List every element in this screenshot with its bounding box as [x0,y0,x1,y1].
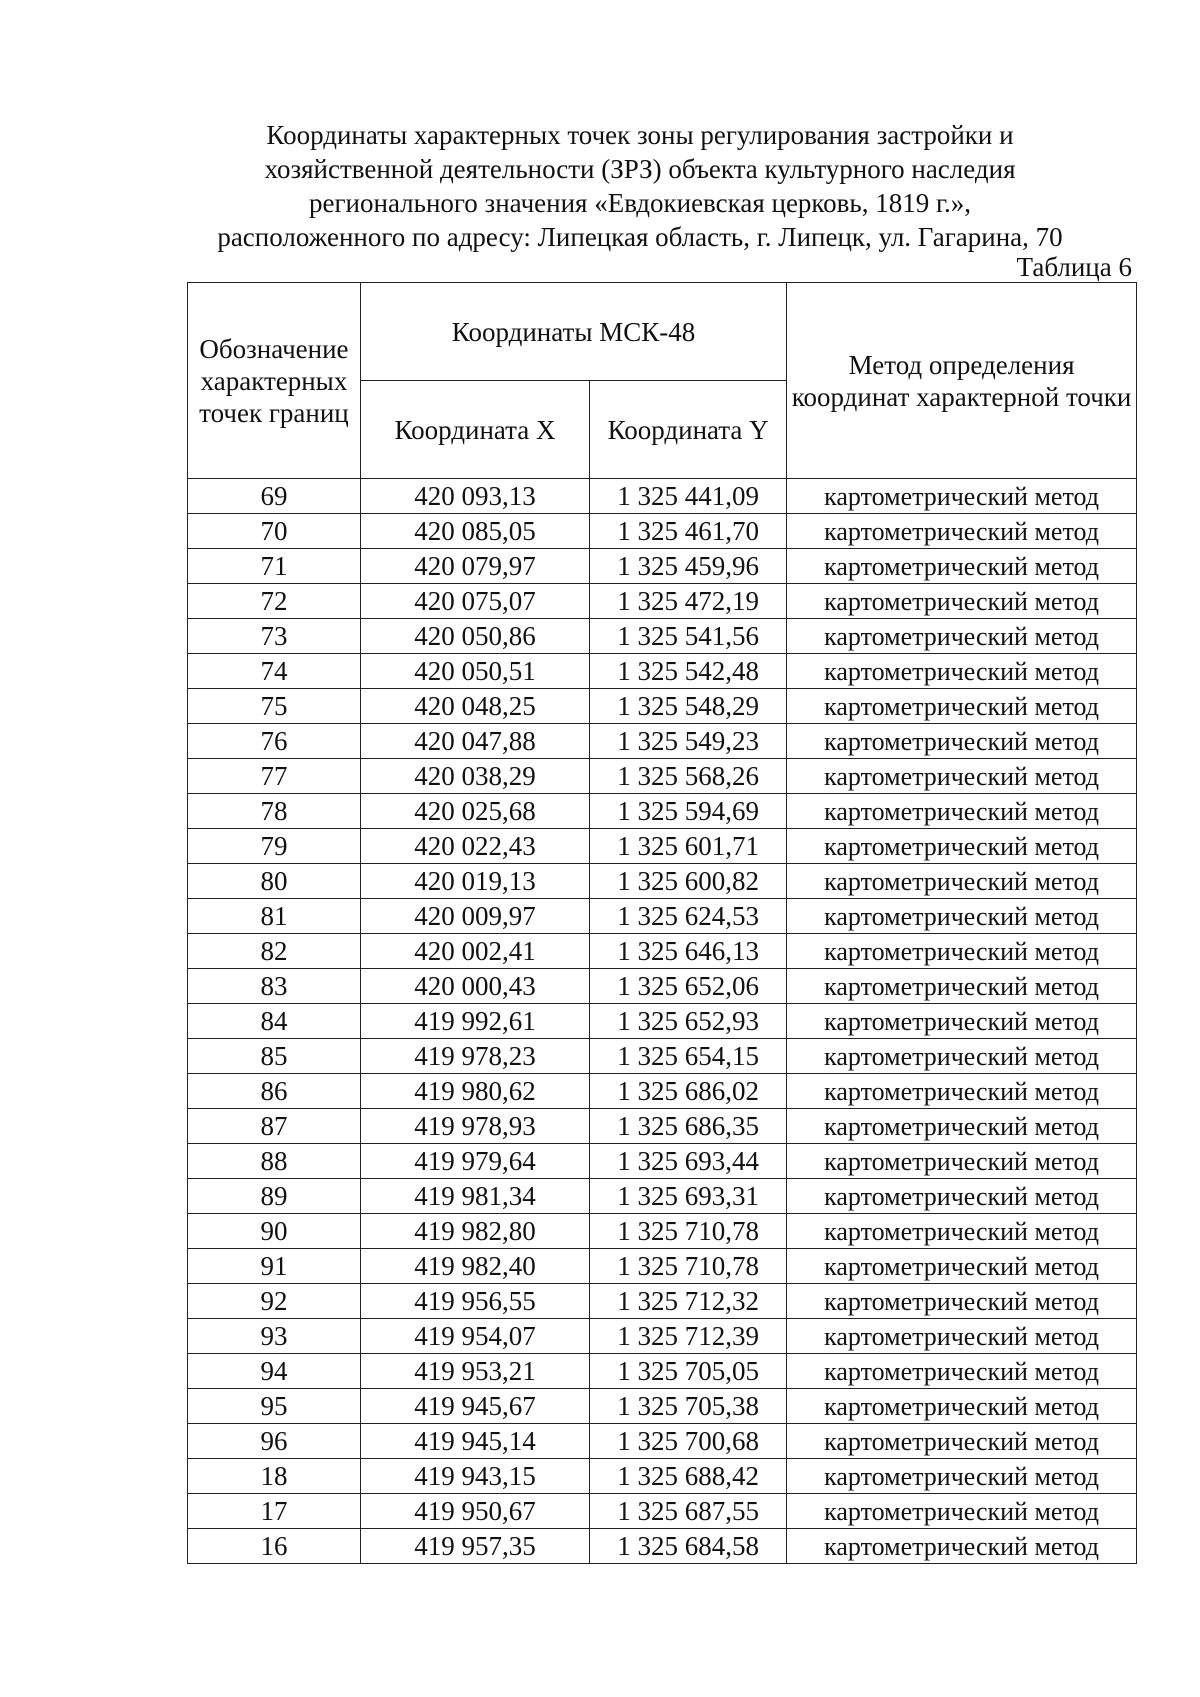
cell-coordinate-x: 420 002,41 [360,934,589,969]
cell-coordinate-y: 1 325 541,56 [590,619,787,654]
cell-coordinate-y: 1 325 700,68 [590,1424,787,1459]
cell-coordinate-x: 420 038,29 [360,759,589,794]
cell-coordinate-y: 1 325 472,19 [590,584,787,619]
cell-coordinate-y: 1 325 693,31 [590,1179,787,1214]
cell-coordinate-x: 419 943,15 [360,1459,589,1494]
table-row [188,1144,1137,1179]
table-row [188,1529,1137,1564]
cell-method: картометрический метод [787,1459,1137,1494]
cell-point-number: 91 [188,1249,361,1284]
cell-method: картометрический метод [787,864,1137,899]
cell-point-number: 81 [188,899,361,934]
cell-coordinate-y: 1 325 594,69 [590,794,787,829]
header-coordinate-y: Координата Y [590,381,787,479]
table-row [188,1284,1137,1319]
cell-method: картометрический метод [787,759,1137,794]
cell-method: картометрический метод [787,969,1137,1004]
cell-point-number: 76 [188,724,361,759]
cell-coordinate-y: 1 325 549,23 [590,724,787,759]
cell-coordinate-x: 419 992,61 [360,1004,589,1039]
header-coordinates-group: Координаты МСК-48 [360,283,786,381]
cell-coordinate-x: 419 945,67 [360,1389,589,1424]
cell-coordinate-x: 420 047,88 [360,724,589,759]
header-coordinate-x: Координата X [360,381,589,479]
cell-coordinate-y: 1 325 688,42 [590,1459,787,1494]
cell-point-number: 74 [188,654,361,689]
table-row [188,1004,1137,1039]
table-row [188,1039,1137,1074]
cell-point-number: 87 [188,1109,361,1144]
table-row [188,829,1137,864]
cell-method: картометрический метод [787,1389,1137,1424]
cell-coordinate-x: 420 019,13 [360,864,589,899]
cell-point-number: 72 [188,584,361,619]
cell-coordinate-y: 1 325 710,78 [590,1249,787,1284]
table-row [188,584,1137,619]
table-number-label: Таблица 6 [1016,252,1132,282]
cell-point-number: 16 [188,1529,361,1564]
cell-point-number: 77 [188,759,361,794]
cell-coordinate-y: 1 325 646,13 [590,934,787,969]
cell-point-number: 94 [188,1354,361,1389]
cell-coordinate-y: 1 325 705,05 [590,1354,787,1389]
cell-point-number: 70 [188,514,361,549]
cell-coordinate-x: 419 978,93 [360,1109,589,1144]
table-row [188,1319,1137,1354]
cell-coordinate-x: 419 945,14 [360,1424,589,1459]
title-line: регионального значения «Евдокиевская церковь, 1819 г.», [308,188,972,218]
table-row [188,1389,1137,1424]
cell-coordinate-y: 1 325 461,70 [590,514,787,549]
cell-coordinate-y: 1 325 686,35 [590,1109,787,1144]
cell-point-number: 71 [188,549,361,584]
cell-coordinate-x: 420 079,97 [360,549,589,584]
table-row [188,1424,1137,1459]
cell-coordinate-x: 419 982,40 [360,1249,589,1284]
cell-method: картометрический метод [787,1214,1137,1249]
cell-coordinate-x: 420 085,05 [360,514,589,549]
cell-method: картометрический метод [787,619,1137,654]
cell-method: картометрический метод [787,829,1137,864]
cell-method: картометрический метод [787,689,1137,724]
cell-coordinate-x: 419 950,67 [360,1494,589,1529]
cell-method: картометрический метод [787,934,1137,969]
cell-point-number: 79 [188,829,361,864]
table-row [188,1459,1137,1494]
cell-method: картометрический метод [787,1004,1137,1039]
cell-coordinate-x: 420 050,51 [360,654,589,689]
cell-coordinate-x: 420 050,86 [360,619,589,654]
table-row [188,969,1137,1004]
cell-method: картометрический метод [787,1529,1137,1564]
cell-coordinate-y: 1 325 686,02 [590,1074,787,1109]
cell-point-number: 95 [188,1389,361,1424]
table-row [188,1214,1137,1249]
cell-coordinate-x: 419 982,80 [360,1214,589,1249]
table-row [188,514,1137,549]
cell-method: картометрический метод [787,899,1137,934]
cell-method: картометрический метод [787,1074,1137,1109]
cell-coordinate-x: 420 093,13 [360,479,589,514]
cell-coordinate-y: 1 325 693,44 [590,1144,787,1179]
cell-method: картометрический метод [787,1424,1137,1459]
cell-coordinate-y: 1 325 624,53 [590,899,787,934]
cell-point-number: 85 [188,1039,361,1074]
table-row [188,759,1137,794]
cell-coordinate-y: 1 325 705,38 [590,1389,787,1424]
cell-coordinate-y: 1 325 441,09 [590,479,787,514]
cell-coordinate-y: 1 325 684,58 [590,1529,787,1564]
table-row [188,1179,1137,1214]
cell-method: картометрический метод [787,1179,1137,1214]
cell-method: картометрический метод [787,584,1137,619]
document-title [150,118,1130,254]
cell-point-number: 88 [188,1144,361,1179]
title-line: хозяйственной деятельности (ЗРЗ) объекта культурного наследия [264,154,1016,184]
cell-method: картометрический метод [787,794,1137,829]
table-row [188,794,1137,829]
table-row [188,1354,1137,1389]
cell-point-number: 18 [188,1459,361,1494]
cell-coordinate-y: 1 325 600,82 [590,864,787,899]
cell-method: картометрический метод [787,1494,1137,1529]
cell-coordinate-y: 1 325 712,32 [590,1284,787,1319]
table-row [188,1109,1137,1144]
table-header-row [188,283,1137,381]
cell-point-number: 92 [188,1284,361,1319]
cell-point-number: 96 [188,1424,361,1459]
cell-coordinate-y: 1 325 601,71 [590,829,787,864]
table-row [188,899,1137,934]
header-point-designation: Обозначение характерных точек границ [188,283,361,479]
cell-method: картометрический метод [787,1319,1137,1354]
cell-method: картометрический метод [787,1109,1137,1144]
cell-method: картометрический метод [787,479,1137,514]
title-line: Координаты характерных точек зоны регулирования застройки и [266,120,1014,150]
cell-coordinate-x: 419 980,62 [360,1074,589,1109]
cell-method: картометрический метод [787,724,1137,759]
cell-coordinate-x: 420 022,43 [360,829,589,864]
cell-coordinate-x: 420 025,68 [360,794,589,829]
cell-point-number: 89 [188,1179,361,1214]
table-row [188,934,1137,969]
table-row [188,479,1137,514]
table-row [188,654,1137,689]
cell-coordinate-x: 420 009,97 [360,899,589,934]
cell-point-number: 90 [188,1214,361,1249]
table-row [188,864,1137,899]
cell-coordinate-y: 1 325 652,06 [590,969,787,1004]
cell-coordinate-y: 1 325 568,26 [590,759,787,794]
table-row [188,549,1137,584]
cell-method: картометрический метод [787,1039,1137,1074]
cell-point-number: 93 [188,1319,361,1354]
cell-coordinate-y: 1 325 548,29 [590,689,787,724]
table-row [188,689,1137,724]
cell-coordinate-x: 419 953,21 [360,1354,589,1389]
cell-point-number: 82 [188,934,361,969]
cell-coordinate-y: 1 325 652,93 [590,1004,787,1039]
cell-coordinate-y: 1 325 712,39 [590,1319,787,1354]
cell-point-number: 86 [188,1074,361,1109]
cell-method: картометрический метод [787,1284,1137,1319]
cell-coordinate-x: 419 979,64 [360,1144,589,1179]
coordinates-table [187,282,1137,1564]
cell-method: картометрический метод [787,1249,1137,1284]
cell-method: картометрический метод [787,514,1137,549]
cell-point-number: 75 [188,689,361,724]
cell-coordinate-y: 1 325 654,15 [590,1039,787,1074]
cell-method: картометрический метод [787,1144,1137,1179]
cell-point-number: 83 [188,969,361,1004]
cell-coordinate-y: 1 325 710,78 [590,1214,787,1249]
table-row [188,1494,1137,1529]
table-row [188,619,1137,654]
cell-coordinate-y: 1 325 542,48 [590,654,787,689]
header-method: Метод определения координат характерной точки [787,283,1137,479]
cell-point-number: 17 [188,1494,361,1529]
cell-coordinate-x: 419 954,07 [360,1319,589,1354]
cell-method: картометрический метод [787,654,1137,689]
table-body [188,479,1137,1564]
cell-point-number: 84 [188,1004,361,1039]
cell-coordinate-x: 420 048,25 [360,689,589,724]
cell-coordinate-x: 419 956,55 [360,1284,589,1319]
cell-point-number: 78 [188,794,361,829]
table-row [188,1249,1137,1284]
table-row [188,1074,1137,1109]
cell-coordinate-x: 419 978,23 [360,1039,589,1074]
cell-coordinate-y: 1 325 459,96 [590,549,787,584]
cell-point-number: 80 [188,864,361,899]
cell-point-number: 73 [188,619,361,654]
cell-coordinate-y: 1 325 687,55 [590,1494,787,1529]
cell-coordinate-x: 419 957,35 [360,1529,589,1564]
cell-point-number: 69 [188,479,361,514]
cell-coordinate-x: 420 075,07 [360,584,589,619]
table-row [188,724,1137,759]
cell-method: картометрический метод [787,1354,1137,1389]
title-line: расположенного по адресу: Липецкая область, г. Липецк, ул. Гагарина, 70 [217,222,1063,252]
cell-coordinate-x: 419 981,34 [360,1179,589,1214]
cell-method: картометрический метод [787,549,1137,584]
cell-coordinate-x: 420 000,43 [360,969,589,1004]
